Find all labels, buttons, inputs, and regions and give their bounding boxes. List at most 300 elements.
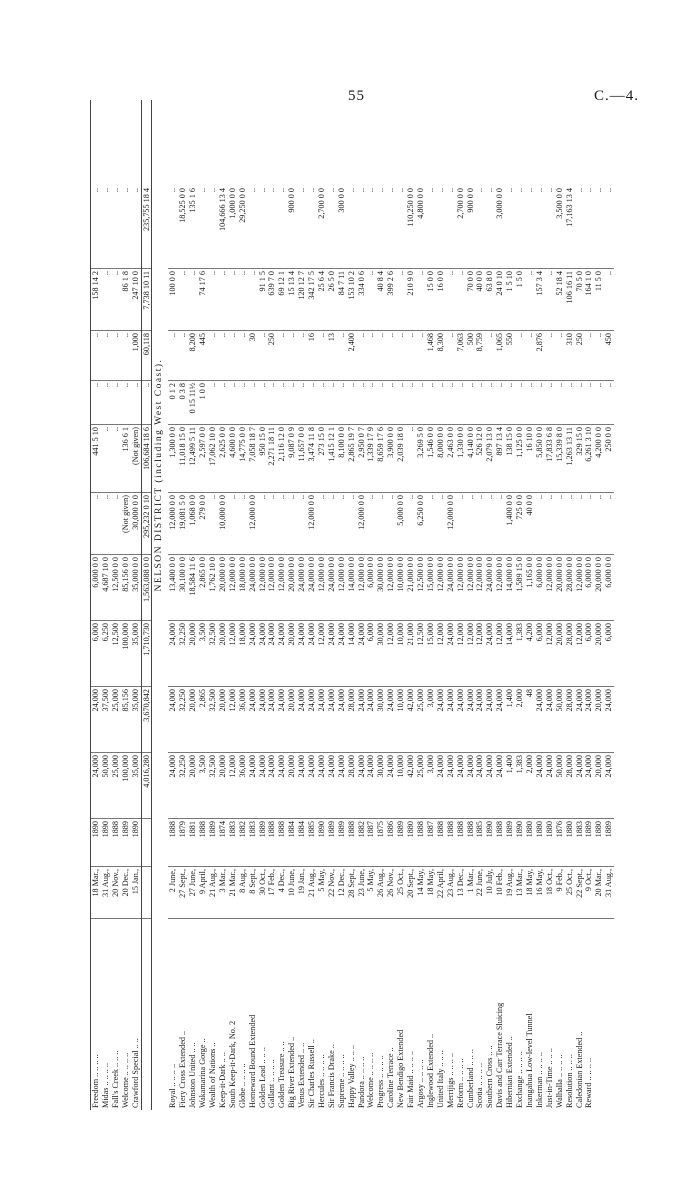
table-cell: .. bbox=[545, 268, 555, 330]
table-cell: 247 10 0 bbox=[131, 268, 141, 330]
table-cell: 40 0 0 bbox=[475, 268, 485, 330]
rotated-statistics-table bbox=[90, 100, 680, 1110]
table-cell: 4,140 0 0 bbox=[466, 424, 476, 492]
table-cell: .. bbox=[357, 380, 367, 424]
table-row bbox=[121, 100, 131, 1110]
table-cell: 1 0 0 bbox=[198, 380, 208, 424]
table-cell: 12,500 0 0 bbox=[416, 554, 426, 620]
table-cell: .. bbox=[545, 330, 555, 380]
table-cell: 329 15 0 bbox=[575, 424, 585, 492]
table-cell: 1874 bbox=[218, 818, 228, 866]
table-cell: 12,000 bbox=[228, 752, 238, 818]
table-cell: 24,000 bbox=[446, 686, 456, 752]
table-cell: .. bbox=[238, 268, 248, 330]
table-cell: 1879 bbox=[178, 818, 188, 866]
table-cell: Golden Treasure .. .. bbox=[277, 918, 287, 1110]
table-cell: 60,118 bbox=[142, 330, 152, 380]
table-cell: 13 Mar., bbox=[515, 866, 525, 918]
table-cell: 50,000 bbox=[101, 752, 111, 818]
table-row bbox=[178, 100, 188, 1110]
table-cell: 5 May, bbox=[317, 866, 327, 918]
table-cell: 16 May, bbox=[535, 866, 545, 918]
table-cell: .. bbox=[485, 330, 495, 380]
table-cell: 441 5 10 bbox=[91, 424, 101, 492]
table-cell: Hibernian Extended .. bbox=[505, 918, 515, 1110]
table-cell: Just-in-Time .. .. .. bbox=[545, 918, 555, 1110]
table-cell: 20,000 bbox=[594, 620, 604, 686]
table-cell: 9 April, bbox=[198, 866, 208, 918]
table-cell: 24,000 bbox=[456, 686, 466, 752]
table-cell: .. bbox=[594, 188, 604, 193]
table-cell: 24,000 bbox=[248, 686, 258, 752]
table-cell: .. bbox=[425, 188, 435, 193]
table-cell: .. bbox=[248, 380, 258, 424]
table-row bbox=[366, 100, 376, 1110]
table-cell: 18,525 0 0 bbox=[178, 188, 188, 223]
table-cell: 19 Aug., bbox=[505, 866, 515, 918]
table-cell: Welcome .. .. .. .. bbox=[121, 918, 131, 1110]
table-cell: 24,000 bbox=[307, 686, 317, 752]
table-cell: .. bbox=[466, 492, 476, 554]
table-cell: 1,400 0 0 bbox=[505, 492, 515, 554]
table-cell: 21 Aug., bbox=[307, 866, 317, 918]
table-cell: 20 Nov., bbox=[111, 866, 121, 918]
table-cell: 24,000 bbox=[337, 752, 347, 818]
table-cell: 2,865 bbox=[198, 686, 208, 752]
table-cell: .. bbox=[485, 188, 495, 193]
table-cell: 24,000 0 0 bbox=[307, 554, 317, 620]
table-cell: 24,000 bbox=[337, 686, 347, 752]
table-cell: 20,000 bbox=[555, 620, 565, 686]
table-cell: 12,000 bbox=[436, 620, 446, 686]
page-number: 55 bbox=[348, 88, 365, 104]
table-cell: 1,125 0 0 bbox=[515, 424, 525, 492]
table-cell: (Not given) bbox=[131, 424, 141, 492]
table-row bbox=[515, 100, 525, 1110]
table-cell: .. bbox=[188, 268, 198, 330]
table-cell: .. bbox=[525, 268, 535, 330]
table-cell: .. bbox=[277, 188, 287, 193]
table-cell: 3,000 0 0 bbox=[495, 188, 505, 219]
table-cell: 120 12 7 bbox=[297, 268, 307, 330]
table-cell: .. bbox=[121, 380, 131, 424]
table-cell: 310 bbox=[565, 330, 575, 380]
table-cell: Argosy .. .. .. .. bbox=[416, 918, 426, 1110]
table-cell: Midas .. .. .. .. bbox=[101, 918, 111, 1110]
table-cell: .. bbox=[555, 492, 565, 554]
table-cell: 12,000 bbox=[475, 620, 485, 686]
table-cell: 32,250 bbox=[178, 752, 188, 818]
table-cell: .. bbox=[594, 330, 604, 380]
table-cell: 20 Dec., bbox=[121, 866, 131, 918]
table-cell: 25,000 bbox=[416, 752, 426, 818]
table-cell: .. bbox=[297, 330, 307, 380]
table-cell: 1888 bbox=[416, 818, 426, 866]
table-row bbox=[584, 100, 594, 1110]
table-cell: .. bbox=[584, 188, 594, 193]
table-cell: 950 15 0 bbox=[258, 424, 268, 492]
table-cell: 24,000 bbox=[456, 752, 466, 818]
table-cell: 5 May, bbox=[366, 866, 376, 918]
table-cell: .. bbox=[142, 380, 152, 424]
table-cell: 2,039 18 0 bbox=[396, 424, 406, 492]
table-cell: .. bbox=[178, 330, 188, 380]
table-cell: Fall's Creek .. .. .. bbox=[111, 918, 121, 1110]
table-cell: 8 Aug., bbox=[238, 866, 248, 918]
table-cell: 17 Feb., bbox=[267, 866, 277, 918]
table-cell: 24,000 bbox=[248, 752, 258, 818]
table-cell: .. bbox=[248, 268, 258, 330]
table-cell: .. bbox=[604, 492, 614, 554]
table-row bbox=[495, 100, 505, 1110]
table-cell: 11,657 0 0 bbox=[297, 424, 307, 492]
table-row bbox=[91, 100, 101, 1110]
table-cell: 20,000 bbox=[188, 752, 198, 818]
table-cell: .. bbox=[101, 330, 111, 380]
table-cell: .. bbox=[208, 268, 218, 330]
table-cell: .. bbox=[396, 330, 406, 380]
table-cell: 2,000 bbox=[525, 752, 535, 818]
table-cell: 9 Oct., bbox=[584, 866, 594, 918]
table-cell: .. bbox=[317, 380, 327, 424]
table-cell: 20,000 0 0 bbox=[594, 554, 604, 620]
table-cell: 1889 bbox=[208, 818, 218, 866]
table-cell: 24,000 bbox=[386, 686, 396, 752]
table-row bbox=[258, 100, 268, 1110]
table-cell: 28,000 bbox=[347, 686, 357, 752]
table-cell: 30 Oct., bbox=[258, 866, 268, 918]
table-cell: 12,500 bbox=[416, 620, 426, 686]
table-cell: 28 Sept., bbox=[347, 866, 357, 918]
table-cell: 10,000 bbox=[396, 752, 406, 818]
table-cell: .. bbox=[445, 188, 455, 193]
table-cell: .. bbox=[376, 188, 386, 193]
table-cell: .. bbox=[267, 188, 277, 193]
table-cell: .. bbox=[525, 380, 535, 424]
table-cell: 9,087 0 9 bbox=[287, 424, 297, 492]
table-row bbox=[238, 100, 248, 1110]
table-cell: Homeward Bound Extended bbox=[248, 918, 258, 1110]
table-cell: 20,000 0 0 bbox=[218, 554, 228, 620]
table-cell: 20,000 bbox=[218, 686, 228, 752]
table-cell: 4,016,280 bbox=[142, 752, 152, 818]
table-cell: .. bbox=[386, 380, 396, 424]
table-cell: Globe .. .. .. .. bbox=[238, 918, 248, 1110]
table-cell: 15 13 4 bbox=[287, 268, 297, 330]
table-cell: Scotia .. .. .. .. bbox=[475, 918, 485, 1110]
table-row bbox=[297, 100, 307, 1110]
table-cell: 900 0 0 bbox=[287, 188, 297, 213]
table-cell: United Italy .. .. .. bbox=[436, 918, 446, 1110]
table-cell: 48 bbox=[525, 686, 535, 752]
table-cell: Happy Valley .. .. .. bbox=[347, 918, 357, 1110]
table-cell: 12,000 0 0 bbox=[357, 554, 367, 620]
table-cell: 24,000 bbox=[436, 686, 446, 752]
table-cell: 86 1 8 bbox=[121, 268, 131, 330]
table-cell bbox=[142, 866, 152, 918]
table-cell: 2,950 0 7 bbox=[357, 424, 367, 492]
table-cell: Pandora .. .. .. .. bbox=[357, 918, 367, 1110]
table-cell: 12,000 bbox=[575, 620, 585, 686]
table-cell: 8,100 0 0 bbox=[337, 424, 347, 492]
table-cell: .. bbox=[297, 380, 307, 424]
table-cell: 8,200 bbox=[188, 330, 198, 380]
table-cell: .. bbox=[565, 492, 575, 554]
table-cell: 91 1 5 bbox=[258, 268, 268, 330]
table-cell: 6,000 bbox=[604, 620, 614, 686]
table-cell: 24,000 bbox=[267, 620, 277, 686]
table-cell: Crawford Special .. .. bbox=[131, 918, 141, 1110]
table-row bbox=[565, 100, 575, 1110]
table-cell: .. bbox=[228, 492, 238, 554]
table-cell: Resolution .. .. .. bbox=[565, 918, 575, 1110]
table-cell: 1888 bbox=[277, 818, 287, 866]
table-cell: .. bbox=[130, 188, 140, 193]
table-cell: 42,000 bbox=[406, 686, 416, 752]
table-cell: 106 16 11 bbox=[565, 268, 575, 330]
table-row bbox=[446, 100, 456, 1110]
table-cell: 24,000 bbox=[446, 752, 456, 818]
table-cell: .. bbox=[111, 330, 121, 380]
table-cell: .. bbox=[297, 188, 307, 193]
table-cell: 70 5 0 bbox=[575, 268, 585, 330]
table-cell: 1876 bbox=[555, 818, 565, 866]
table-cell: 1,400 bbox=[505, 752, 515, 818]
table-cell: .. bbox=[168, 330, 178, 380]
table-cell: 24,000 bbox=[168, 620, 178, 686]
table-cell: 20,000 bbox=[287, 752, 297, 818]
table-cell: 24,000 bbox=[604, 686, 614, 752]
table-cell: 32,500 bbox=[208, 686, 218, 752]
table-cell: 100 0 0 bbox=[168, 268, 178, 330]
table-cell: .. bbox=[168, 188, 178, 193]
table-cell: .. bbox=[277, 492, 287, 554]
table-cell: 10 June, bbox=[287, 866, 297, 918]
table-cell: .. bbox=[416, 330, 426, 380]
table-row bbox=[594, 100, 604, 1110]
table-cell: 23 June, bbox=[357, 866, 367, 918]
table-cell: 24,000 0 0 bbox=[327, 554, 337, 620]
table-cell: .. bbox=[111, 380, 121, 424]
table-cell: 24,000 bbox=[466, 752, 476, 818]
table-cell: 24,000 bbox=[575, 686, 585, 752]
table-cell: 12,000 0 0 bbox=[307, 492, 317, 554]
table-cell: 17,163 13 4 bbox=[564, 188, 574, 227]
table-row bbox=[575, 100, 585, 1110]
table-cell: 273 15 0 bbox=[317, 424, 327, 492]
table-cell: 22 Nov., bbox=[327, 866, 337, 918]
table-cell: 10,000 0 0 bbox=[396, 554, 406, 620]
table-cell: 1883 bbox=[248, 818, 258, 866]
table-cell: .. bbox=[446, 268, 456, 330]
table-cell: 12,000 0 0 bbox=[436, 554, 446, 620]
table-cell: 2,865 19 7 bbox=[347, 424, 357, 492]
table-cell: 16 bbox=[307, 330, 317, 380]
table-cell: 24,000 bbox=[267, 752, 277, 818]
table-cell: (Not given) bbox=[121, 492, 131, 554]
table-cell: 334 0 6 bbox=[357, 268, 367, 330]
table-cell: .. bbox=[111, 268, 121, 330]
table-cell: 24,000 bbox=[258, 620, 268, 686]
table-row bbox=[466, 100, 476, 1110]
table-cell: 6,000 bbox=[91, 620, 101, 686]
table-row bbox=[277, 100, 287, 1110]
table-cell: Inglewood Extended .. bbox=[426, 918, 436, 1110]
table-cell: .. bbox=[515, 188, 525, 193]
table-cell: 30,100 0 0 bbox=[178, 554, 188, 620]
table-cell: 42,000 bbox=[406, 752, 416, 818]
table-cell: .. bbox=[247, 188, 257, 193]
table-cell: Inkerman .. .. .. .. bbox=[535, 918, 545, 1110]
table-cell: 21 Mar., bbox=[228, 866, 238, 918]
table-cell: .. bbox=[456, 492, 466, 554]
table-cell: 32,500 bbox=[208, 752, 218, 818]
table-cell: 2,463 0 0 bbox=[446, 424, 456, 492]
table-cell: 12,000 0 0 bbox=[456, 554, 466, 620]
table-cell: 136 6 1 bbox=[121, 424, 131, 492]
table-cell: .. bbox=[535, 492, 545, 554]
table-cell: .. bbox=[258, 492, 268, 554]
table-cell: 1,710,730 bbox=[142, 620, 152, 686]
table-cell: 725 0 0 bbox=[515, 492, 525, 554]
table-cell: 24,000 bbox=[267, 686, 277, 752]
table-cell: 12,499 5 11 bbox=[188, 424, 198, 492]
table-cell: .. bbox=[366, 268, 376, 330]
table-cell: 100,000 bbox=[121, 620, 131, 686]
table-cell: 5,850 0 0 bbox=[535, 424, 545, 492]
table-cell: 10 July, bbox=[485, 866, 495, 918]
table-cell: .. bbox=[121, 330, 131, 380]
table-cell: 13,400 0 0 bbox=[168, 554, 178, 620]
table-cell: .. bbox=[366, 330, 376, 380]
table-cell: 14,775 0 0 bbox=[238, 424, 248, 492]
table-cell: .. bbox=[347, 380, 357, 424]
table-cell: 1,330 0 0 bbox=[456, 424, 466, 492]
table-cell: 24,000 bbox=[535, 686, 545, 752]
table-cell: 639 7 0 bbox=[267, 268, 277, 330]
table-cell: .. bbox=[238, 330, 248, 380]
table-cell: 15,339 8 0 bbox=[555, 424, 565, 492]
table-cell: 12,000 0 0 bbox=[475, 554, 485, 620]
table-cell: 1,546 0 0 bbox=[426, 424, 436, 492]
table-cell: 3,500 bbox=[198, 620, 208, 686]
table-row bbox=[317, 100, 327, 1110]
table-row bbox=[426, 100, 436, 1110]
table-cell: .. bbox=[267, 492, 277, 554]
table-cell: 28,000 bbox=[565, 620, 575, 686]
table-cell: Caroline Terrace .. bbox=[386, 918, 396, 1110]
table-cell: 6,250 bbox=[101, 620, 111, 686]
table-cell: 1,762 10 0 bbox=[208, 554, 218, 620]
table-cell: 1887 bbox=[426, 818, 436, 866]
table-cell: 10,000 bbox=[396, 620, 406, 686]
table-cell: 20,000 bbox=[287, 620, 297, 686]
table-cell: Big River Extended .. bbox=[287, 918, 297, 1110]
table-cell: 15,000 bbox=[426, 620, 436, 686]
table-cell: .. bbox=[91, 380, 101, 424]
table-cell: 32,500 bbox=[208, 620, 218, 686]
table-cell: 17,062 10 0 bbox=[208, 424, 218, 492]
table-cell: .. bbox=[396, 268, 406, 330]
table-cell: .. bbox=[287, 380, 297, 424]
table-cell: 12,000 0 0 bbox=[386, 554, 396, 620]
table-cell: 84 7 11 bbox=[337, 268, 347, 330]
table-cell: Reform .. .. .. .. bbox=[456, 918, 466, 1110]
table-cell: 1880 bbox=[525, 818, 535, 866]
table-cell: 24,000 bbox=[545, 752, 555, 818]
table-cell: 24,000 bbox=[91, 752, 101, 818]
table-cell: 6,261 3 10 bbox=[584, 424, 594, 492]
table-cell: 3,000 bbox=[426, 752, 436, 818]
table-cell: 24,000 bbox=[436, 752, 446, 818]
table-cell: 1890 bbox=[317, 818, 327, 866]
table-cell: 35,000 0 0 bbox=[131, 554, 141, 620]
table-cell: 5,000 0 0 bbox=[396, 492, 406, 554]
table-cell: 22 June, bbox=[475, 866, 485, 918]
table-cell: Supreme .. .. .. .. bbox=[337, 918, 347, 1110]
table-cell: 24 0 10 bbox=[495, 268, 505, 330]
table-cell: 24,000 bbox=[357, 752, 367, 818]
table-cell: 2,625 0 0 bbox=[218, 424, 228, 492]
table-cell: 20,000 bbox=[287, 686, 297, 752]
table-cell: 0 15 11½ bbox=[188, 380, 198, 424]
table-cell: Exchange .. .. .. .. bbox=[515, 918, 525, 1110]
table-cell: 24,000 bbox=[327, 620, 337, 686]
table-cell: 1888 bbox=[198, 818, 208, 866]
table-cell: .. bbox=[228, 268, 238, 330]
table-row bbox=[337, 100, 347, 1110]
table-cell: 85,156 bbox=[121, 686, 131, 752]
table-cell: 24,000 0 0 bbox=[446, 554, 456, 620]
table-row bbox=[111, 100, 121, 1110]
table-row bbox=[327, 100, 337, 1110]
table-cell: 4,200 bbox=[525, 620, 535, 686]
table-cell: 18 Oct., bbox=[545, 866, 555, 918]
table-cell: 2,597 0 0 bbox=[198, 424, 208, 492]
table-cell: .. bbox=[406, 424, 416, 492]
table-cell: .. bbox=[535, 380, 545, 424]
table-cell: 3,500 bbox=[198, 752, 208, 818]
table-cell: .. bbox=[495, 380, 505, 424]
table-cell: .. bbox=[505, 188, 515, 193]
table-cell: Gallant .. .. .. .. bbox=[267, 918, 277, 1110]
table-cell: 26 Nov., bbox=[386, 866, 396, 918]
table-cell: 135 1 6 bbox=[188, 188, 198, 213]
table-cell: .. bbox=[426, 492, 436, 554]
table-cell: 27 Sept., bbox=[178, 866, 188, 918]
table-cell: 1,563,088 0 0 bbox=[142, 554, 152, 620]
table-cell: 1890 bbox=[485, 818, 495, 866]
table-cell: Reward .. .. .. .. bbox=[584, 918, 594, 1110]
table-cell: 900 0 0 bbox=[465, 188, 475, 213]
table-cell: .. bbox=[456, 380, 466, 424]
district-heading: NELSON DISTRICT (including West Coast). bbox=[154, 358, 165, 592]
table-cell: 12,000 bbox=[466, 620, 476, 686]
table-cell: 500 bbox=[466, 330, 476, 380]
table-cell: 25,000 bbox=[416, 686, 426, 752]
table-cell: 14,000 0 0 bbox=[347, 554, 357, 620]
table-cell: 40 0 0 bbox=[525, 492, 535, 554]
table-cell: 0 3 8 bbox=[178, 380, 188, 424]
table-cell: 12,000 0 0 bbox=[337, 554, 347, 620]
table-cell: .. bbox=[545, 380, 555, 424]
table-row bbox=[218, 100, 228, 1110]
table-cell: Wakamarina Gorge .. bbox=[198, 918, 208, 1110]
table-cell: 20 Sept., bbox=[406, 866, 416, 918]
table-cell: 24,000 bbox=[168, 686, 178, 752]
table-cell: .. bbox=[446, 330, 456, 380]
table-cell: 24,000 bbox=[91, 686, 101, 752]
